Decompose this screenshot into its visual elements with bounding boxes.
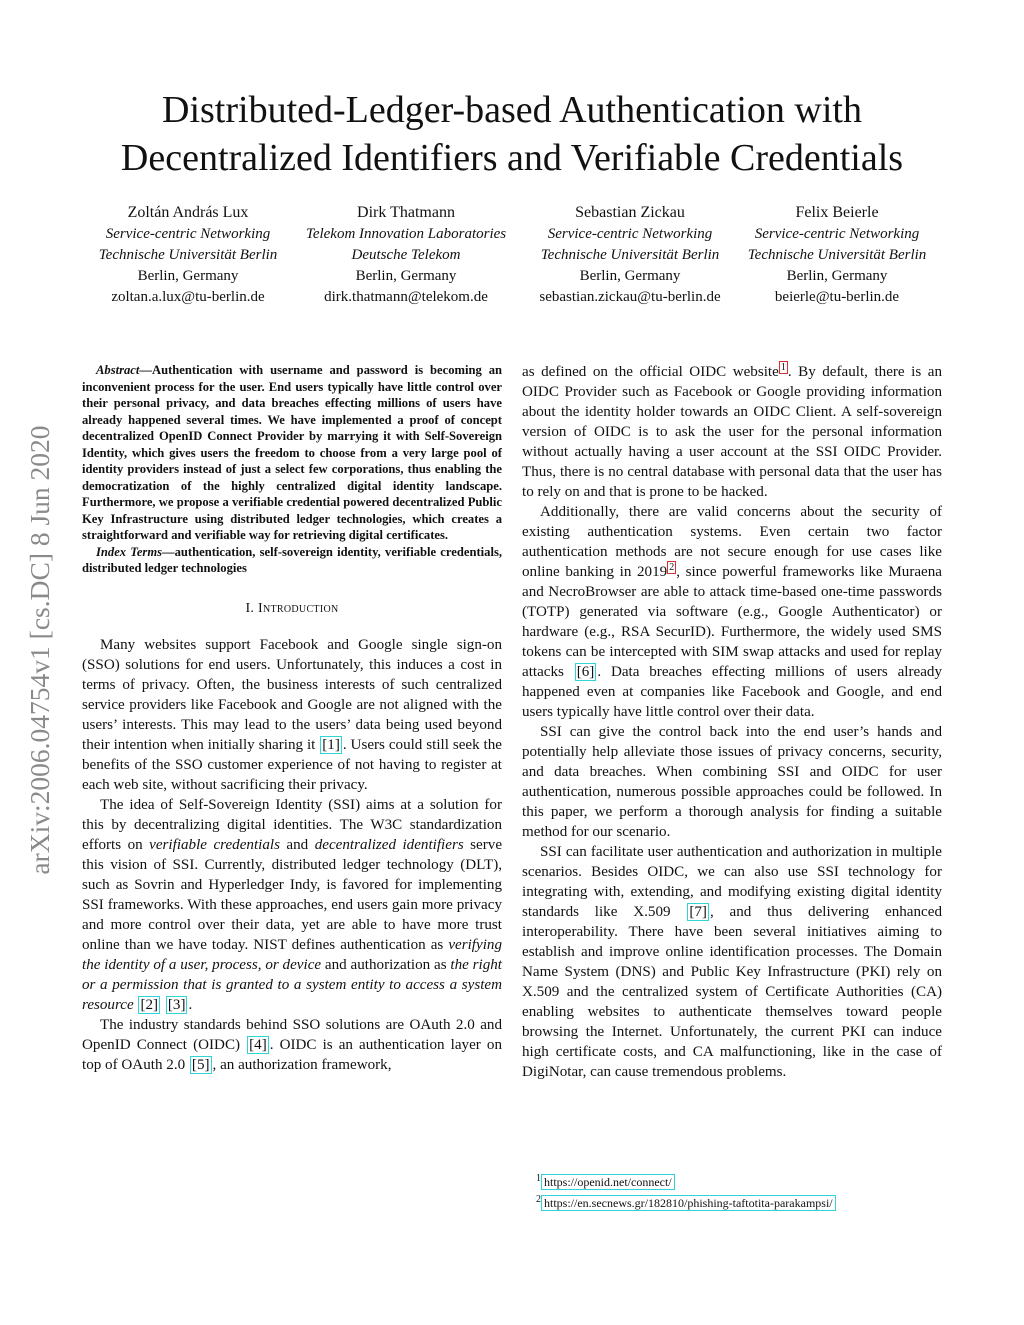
author-block-4 — [735, 202, 939, 308]
citation-link[interactable]: [6] — [576, 664, 595, 680]
footnote-url[interactable]: https://openid.net/connect/ — [541, 1174, 675, 1190]
author-institution: Deutsche Telekom — [351, 247, 461, 263]
arxiv-sidebar — [18, 360, 62, 940]
author-affiliation: Telekom Innovation Laboratories — [305, 226, 507, 242]
abstract — [82, 362, 502, 544]
intro-paragraph-1: Many websites support Facebook and Google single sign-on (SSO) solutions for end users. Unfortunately, this induces a cost in terms of privacy. Often, the business interests of such centralized service providers like Facebook and Google are not aligned with the users’ interests. This may lead to the users’ data being used beyond their intention when initially sharing it [1] . Users could still seek the benefits of the SSO customer experience of not having to register at each web site, without sacrificing their privacy. — [82, 636, 502, 793]
footnote-1: $^1$ https://openid.net/connect/ — [536, 1170, 836, 1191]
citation-link[interactable]: [4] — [249, 1036, 267, 1053]
index-terms — [82, 544, 502, 577]
index-terms-label: Index Terms — [96, 544, 163, 559]
citation-link[interactable]: [1] — [322, 736, 340, 753]
intro-paragraph-2: The idea of Self-Sovereign Identity (SSI) aims at a solution for this by decentralizing digital identities. The W3C standardization efforts on verifiable credentials and decentralized identifiers serve this vision of SSI. Currently, distributed ledger technology (DLT), such as Sovrin and Hyperledger Indy, is favored for implementing SSI frameworks. With these approaches, end users gain more privacy and more control over their data, yet are able to have more trust online than we have today. NIST defines authentication as verifying the identity of a user, process, or device and authorization as the right or a permission that is granted to a system entity to access a system resource [2] [3] . — [82, 796, 503, 1013]
title-line-2: Decentralized Identifiers and Verifiable Credentials — [120, 137, 904, 179]
author-location: Berlin, Germany — [137, 268, 239, 284]
author-email[interactable]: beierle@tu-berlin.de — [774, 289, 900, 305]
citation-link[interactable]: [7] — [689, 904, 707, 920]
intro-paragraph-6: SSI can give the control back into the end user’s hands and potentially help alleviate those issues of privacy concerns, security, and data breaches. When combining SSI and OIDC for user authentication, numerous possible approaches could be followed. In this paper, we perform a thorough analysis for finding a suitable method for our scenario. — [522, 724, 942, 840]
footnotes — [536, 1170, 836, 1212]
author-name: Dirk Thatmann — [357, 204, 455, 221]
intro-paragraph-5: Additionally, there are valid concerns about the security of existing authentication systems. Even certain two factor authentication methods are not secure enough for use cases like online banking in 2019 $^2$ , since powerful frameworks like Muraena and NecroBrowser are able to attack time-based one-time passwords (TOTP) generated via software (e.g., Google Authenticator) or hardware (e.g., RSA SecurID). Furthermore, the widely used SMS tokens can be intercepted with SIM swap attacks and used for replay attacks [6] . Data breaches effecting millions of users already happened even at companies like Facebook and Google, and end users typically have little control over their data. — [522, 504, 942, 720]
author-institution: Technische Universität Berlin — [98, 247, 278, 263]
title-line-1: Distributed-Ledger-based Authentication with — [162, 89, 862, 131]
author-name: Zoltán András Lux — [127, 204, 249, 221]
left-column — [82, 362, 502, 1075]
author-block-1 — [88, 202, 288, 308]
author-location: Berlin, Germany — [579, 268, 681, 284]
citation-link[interactable]: [3] — [167, 996, 186, 1013]
abstract-text: —Authentication with username and password is becoming an inconvenient process for the user. End users typically have little control over their personal privacy, and data breaches effecting millions of users have already happened several times. We have implemented a proof of concept decentralized OpenID Connect Provider by marrying it with Self-Sovereign Identity, which gives users the freedom to choose from a very large pool of identity providers instead of just a select few corporations, thus enabling the democratization of the highly centralized digital identity landscape. Furthermore, we propose a verifiable credential powered decentralized Public Key Infrastructure using distributed ledger technologies, which creates a straightforward and verifiable way for retrieving digital certificates. — [82, 363, 502, 542]
author-affiliation: Service-centric Networking — [754, 226, 920, 242]
author-affiliation: Service-centric Networking — [105, 226, 271, 242]
intro-paragraph-4: as defined on the official OIDC website $^1$ . By default, there is an OIDC Provider such as Facebook or Google providing information about the identity holder towards an OIDC Client. A self-sovereign version of OIDC is to ask the user for the personal information without actually having a user account at the SSI OIDC Provider. Thus, there is no central database with personal data that the user has to rely on and that is prone to be hacked. — [522, 361, 942, 500]
citation-link[interactable]: [5] — [191, 1056, 210, 1073]
intro-paragraph-3: The industry standards behind SSO solutions are OAuth 2.0 and OpenID Connect (OIDC) [4] . OIDC is an authentication layer on top of OAuth 2.0 [5] , an authorization framework, — [82, 1016, 502, 1073]
right-column — [522, 362, 942, 1082]
author-location: Berlin, Germany — [355, 268, 457, 284]
author-email[interactable]: sebastian.zickau@tu-berlin.de — [539, 289, 721, 305]
author-email[interactable]: dirk.thatmann@telekom.de — [324, 289, 488, 305]
author-email[interactable]: zoltan.a.lux@tu-berlin.de — [111, 289, 265, 305]
paper-title — [0, 86, 1024, 182]
author-name: Felix Beierle — [795, 204, 879, 221]
author-institution: Technische Universität Berlin — [747, 247, 927, 263]
index-terms-text: —authentication, self-sovereign identity, verifiable credentials, distributed ledger technologies — [82, 544, 502, 575]
arxiv-identifier: arXiv:2006.04754v1 [cs.DC] 8 Jun 2020 — [24, 425, 55, 875]
author-block-2 — [292, 202, 520, 308]
section-heading: I. Introduction — [245, 600, 339, 616]
intro-paragraph-7: SSI can facilitate user authentication and authorization in multiple scenarios. Besides OIDC, we can also use SSI technology for integrating with, extending, and modifying existing digital identity standards like X.509 [7] , and thus delivering enhanced interoperability. There have been several initiatives aiming to establish and improve online identification processes. The Domain Name System (DNS) and Public Key Infrastructure (PKI) rely on X.509 and the centralized system of Certificate Authorities (CA) enabling websites to authenticate themselves toward people browsing the Internet. Unfortunately, the current PKI can induce high certificate costs, and CA malfunctioning, like in the case of DigiNotar, can cause tremendous problems. — [522, 844, 942, 1080]
author-name: Sebastian Zickau — [575, 204, 685, 221]
footnote-marker[interactable]: 1 — [780, 361, 786, 373]
abstract-label: Abstract — [96, 363, 140, 377]
footnote-2: $^2$ https://en.secnews.gr/182810/phishing-taftotita-parakampsi/ — [536, 1191, 836, 1212]
author-institution: Technische Universität Berlin — [540, 247, 720, 263]
author-location: Berlin, Germany — [786, 268, 888, 284]
author-block-3 — [528, 202, 732, 308]
footnote-url[interactable]: https://en.secnews.gr/182810/phishing-taftotita-parakampsi/ — [541, 1195, 836, 1211]
citation-link[interactable]: [2] — [140, 996, 159, 1013]
author-affiliation: Service-centric Networking — [547, 226, 713, 242]
footnote-marker[interactable]: 2 — [669, 561, 675, 573]
